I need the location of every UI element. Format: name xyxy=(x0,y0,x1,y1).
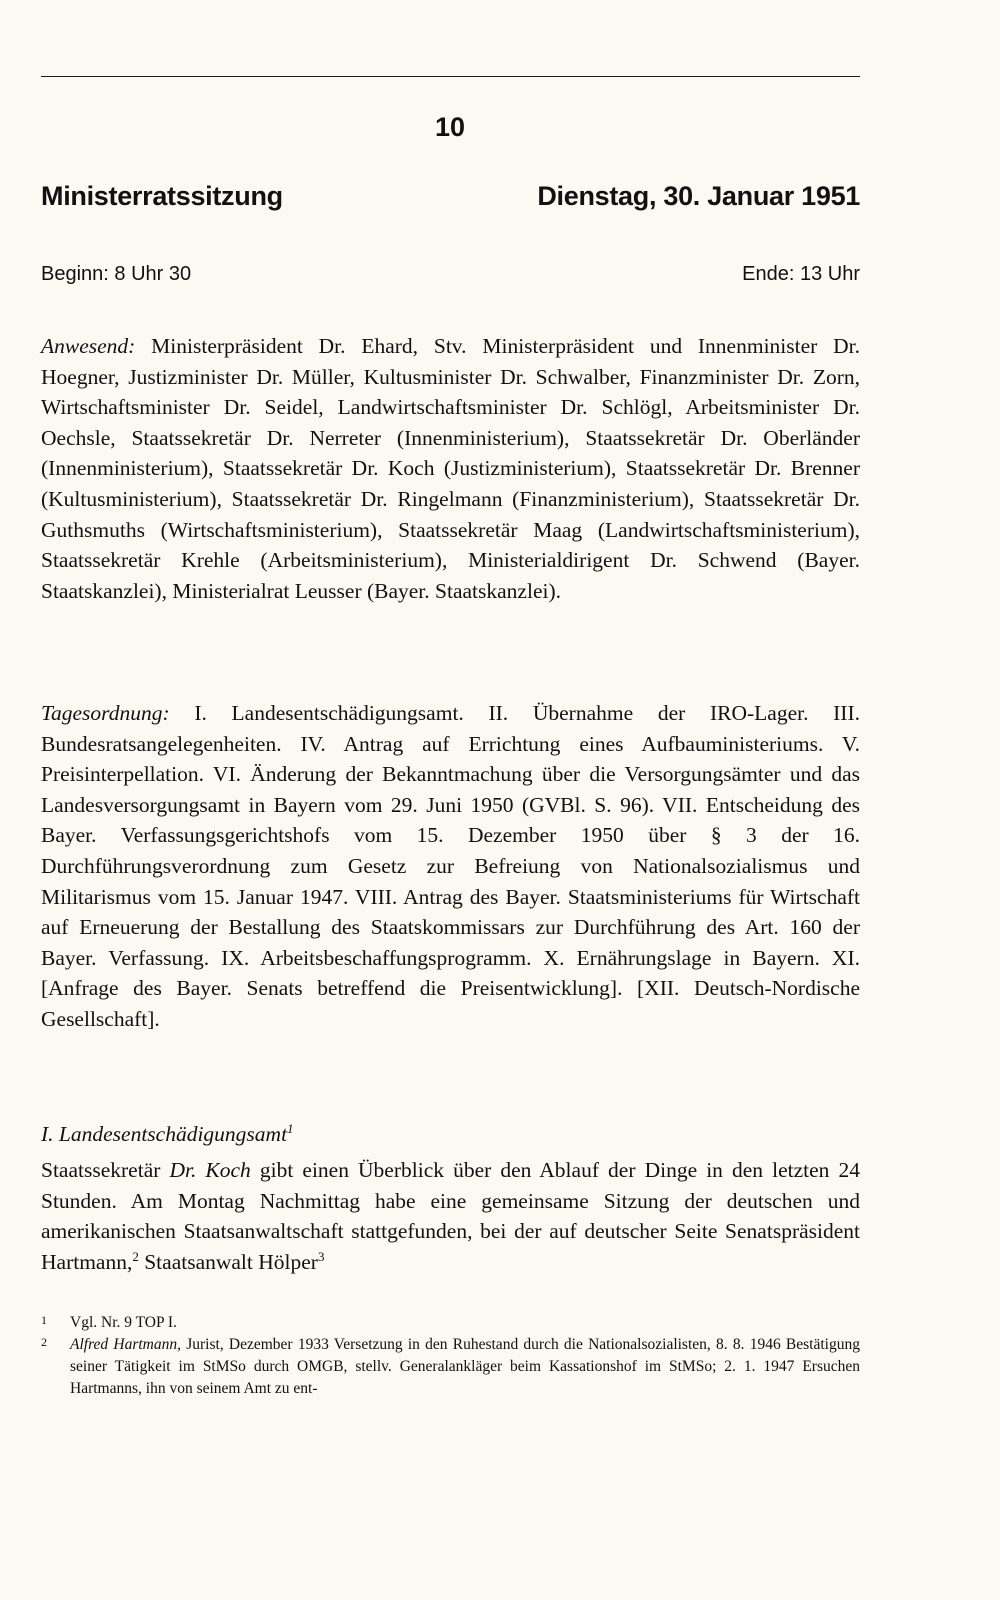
footnote-person-name: Alfred Hartmann, xyxy=(70,1336,181,1353)
section-text-middle: gibt einen Überblick über den Ablauf der Dinge in den letzten 24 Stunden. Am Montag Nachmittag habe eine gemeinsame Sitzung der deutschen und amerikanischen Staatsanwaltschaft stattgefunden, bei der auf deutscher Seite Senatspräsident Hartmann, xyxy=(41,1158,860,1274)
footnote-ref-2[interactable]: 2 xyxy=(132,1248,139,1264)
footnote-1 xyxy=(41,1312,860,1334)
header-rule xyxy=(41,76,860,77)
section-text-end: Staatsanwalt Hölper xyxy=(138,1249,318,1274)
time-row xyxy=(41,263,860,286)
agenda-label: Tagesordnung: xyxy=(41,701,170,725)
speaker-name: Dr. Koch xyxy=(169,1158,251,1182)
footnote-text: Vgl. Nr. 9 TOP I. xyxy=(70,1314,177,1331)
agenda-paragraph xyxy=(41,698,860,1035)
attendance-text: Ministerpräsident Dr. Ehard, Stv. Ministerpräsident und Innenminister Dr. Hoegner, Justizminister Dr. Müller, Kultusminister Dr. Schwalber, Finanzminister Dr. Zorn, Wirtschaftsminister Dr. Seidel, Landwirtschaftsminister Dr. Schlögl, Arbeitsminister Dr. Oechsle, Staatssekretär Dr. Nerreter (Innenministerium), Staatssekretär Dr. Oberländer (Innenministerium), Staatssekretär Dr. Koch (Justizministerium), Staatssekretär Dr. Brenner (Kultusministerium), Staatssekretär Dr. Ringelmann (Finanzministerium), Staatssekretär Dr. Guthsmuths (Wirtschaftsministerium), Staatssekretär Maag (Landwirtschaftsministerium), Staatssekretär Krehle (Arbeitsministerium), Ministerialdirigent Dr. Schwend (Bayer. Staatskanzlei), Ministerialrat Leusser (Bayer. Staatskanzlei). xyxy=(41,334,861,603)
section-text-start: Staatssekretär xyxy=(41,1158,170,1182)
footnote-text xyxy=(41,1334,860,1400)
document-number: 10 xyxy=(434,112,466,142)
footnote-number: 2 xyxy=(41,1335,47,1349)
attendance-label: Anwesend: xyxy=(41,334,136,358)
footnote-ref-1[interactable]: 1 xyxy=(287,1120,294,1136)
heading-row xyxy=(41,181,860,212)
footnote-ref-3[interactable]: 3 xyxy=(317,1248,325,1264)
end-time: Ende: 13 Uhr xyxy=(742,263,860,285)
document-date: Dienstag, 30. Januar 1951 xyxy=(537,181,860,211)
start-time: Beginn: 8 Uhr 30 xyxy=(41,263,192,285)
footnote-number: 1 xyxy=(41,1313,47,1327)
section-paragraph xyxy=(41,1155,860,1277)
attendance-paragraph xyxy=(41,331,860,606)
footnote-2 xyxy=(41,1334,860,1400)
agenda-text: I. Landesentschädigungsamt. II. Übernahme der IRO-Lager. III. Bundesratsangelegenheiten. IV. Antrag auf Errichtung eines Aufbauministeriums. V. Preisinterpellation. VI. Änderung der Bekanntmachung über die Versorgungsämter und das Landesversorgungsamt in Bayern vom 29. Juni 1950 (GVBl. S. 96). VII. Entscheidung des Bayer. Verfassungsgerichtshofs vom 15. Dezember 1950 über § 3 der 16. Durchführungsverordnung zum Gesetz zur Befreiung von Nationalsozialismus und Militarismus vom 15. Januar 1947. VIII. Antrag des Bayer. Staatsministeriums für Wirtschaft auf Erneuerung der Bestallung des Staatskommissars zur Durchführung des Art. 160 der Bayer. Verfassung. IX. Arbeitsbeschaffungsprogramm. X. Ernährungslage in Bayern. XI. [Anfrage des Bayer. Senats betreffend die Preisentwicklung]. [XII. Deutsch-Nordische Gesellschaft]. xyxy=(41,701,860,1031)
section-heading xyxy=(41,1122,294,1147)
footnote-body: Jurist, Dezember 1933 Versetzung in den Ruhestand durch die Nationalsozialisten, 8. 8. 1946 Bestätigung seiner Tätigkeit im StMSo durch OMGB, stellv. Generalankläger beim Kassationshof im StMSo; 2. 1. 1947 Ersuchen Hartmanns, ihn von seinem Amt zu ent- xyxy=(70,1336,860,1397)
document-title: Ministerratssitzung xyxy=(41,181,283,211)
section-title-text: I. Landesentschädigungsamt xyxy=(41,1122,288,1146)
